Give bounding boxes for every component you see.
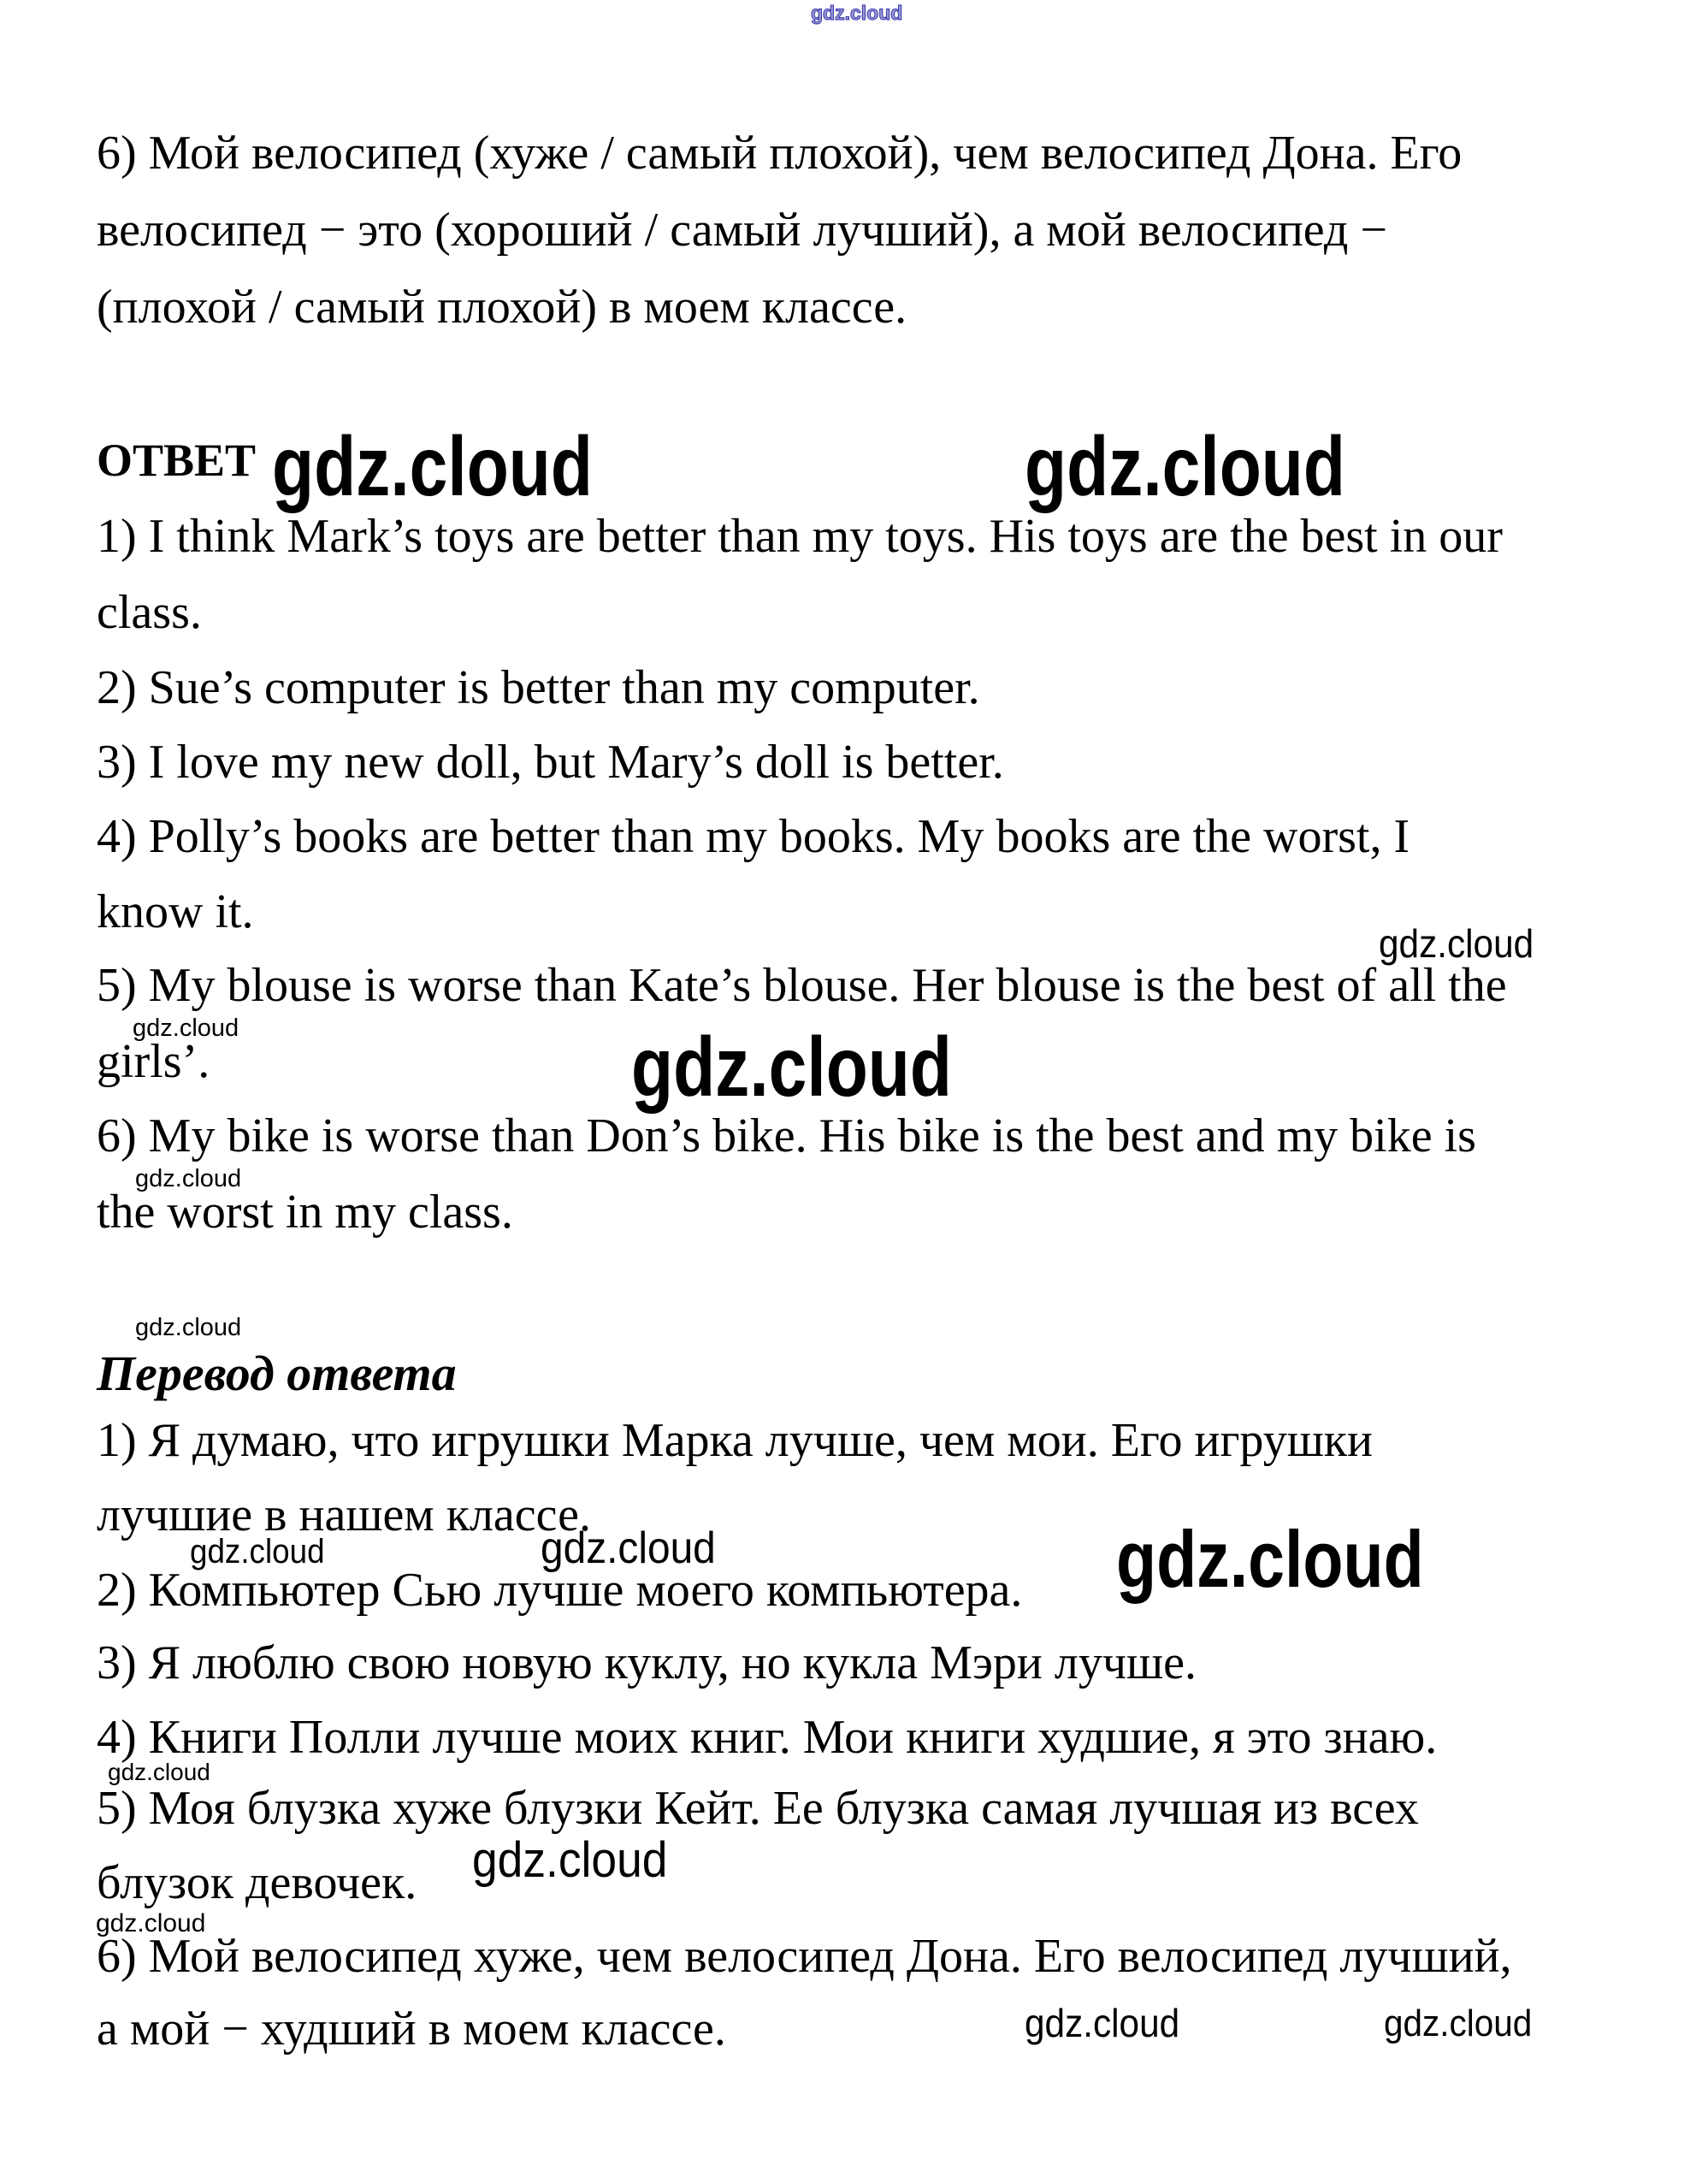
answer-line: know it.	[97, 885, 254, 938]
translation-line: лучшие в нашем классе.	[97, 1488, 591, 1541]
watermark-large: gdz.cloud	[272, 419, 593, 513]
watermark-medium: gdz.cloud	[1025, 2001, 1180, 2045]
watermark-small: gdz.cloud	[96, 1909, 206, 1937]
translation-line: 4) Книги Полли лучше моих книг. Мои книги худшие, я это знаю.	[97, 1711, 1438, 1764]
answer-line: the worst in my class.	[97, 1186, 513, 1239]
translation-line: 6) Мой велосипед хуже, чем велосипед Дона. Его велосипед лучший,	[97, 1930, 1512, 1983]
task-line: велосипед − это (хороший / самый лучший), а мой велосипед −	[97, 204, 1387, 257]
watermark-large: gdz.cloud	[1116, 1514, 1424, 1604]
watermark-medium: gdz.cloud	[472, 1832, 668, 1888]
answer-line: 5) My blouse is worse than Kate’s blouse. Her blouse is the best of all the	[97, 959, 1507, 1012]
translation-heading: Перевод ответа	[97, 1346, 457, 1401]
translation-line: 2) Компьютер Сью лучше моего компьютера.	[97, 1564, 1023, 1617]
answer-line: girls’.	[97, 1035, 210, 1088]
translation-line: блузок девочек.	[97, 1856, 417, 1909]
watermark-medium: gdz.cloud	[1379, 921, 1534, 966]
translation-line: 1) Я думаю, что игрушки Марка лучше, чем мои. Его игрушки	[97, 1414, 1373, 1467]
task-line: (плохой / самый плохой) в моем классе.	[97, 281, 907, 334]
answer-line: 4) Polly’s books are better than my books. My books are the worst, I	[97, 810, 1410, 863]
translation-line: 3) Я люблю свою новую куклу, но кукла Мэри лучше.	[97, 1636, 1197, 1689]
answer-line: class.	[97, 586, 202, 639]
task-line: 6) Мой велосипед (хуже / самый плохой), чем велосипед Дона. Его	[97, 127, 1463, 180]
watermark-medium: gdz.cloud	[541, 1523, 716, 1573]
answer-heading: ОТВЕТ	[97, 435, 257, 486]
watermark-medium: gdz.cloud	[1384, 2002, 1533, 2044]
watermark-small: gdz.cloud	[133, 1015, 239, 1042]
translation-line: 5) Моя блузка хуже блузки Кейт. Ее блузка самая лучшая из всех	[97, 1782, 1419, 1835]
watermark-large: gdz.cloud	[631, 1020, 952, 1114]
watermark-small: gdz.cloud	[108, 1759, 210, 1785]
answer-line: 6) My bike is worse than Don’s bike. His bike is the best and my bike is	[97, 1109, 1476, 1162]
watermark-medium: gdz.cloud	[190, 1533, 325, 1571]
watermark-small: gdz.cloud	[135, 1314, 242, 1341]
watermark-large: gdz.cloud	[1025, 419, 1345, 513]
watermark-small: gdz.cloud	[135, 1165, 242, 1192]
watermark-top: gdz.cloud	[811, 2, 903, 24]
answer-line: 1) I think Mark’s toys are better than my toys. His toys are the best in our	[97, 510, 1503, 563]
answer-line: 3) I love my new doll, but Mary’s doll is better.	[97, 736, 1004, 789]
translation-line: а мой − худший в моем классе.	[97, 2002, 726, 2056]
answer-line: 2) Sue’s computer is better than my computer.	[97, 661, 980, 714]
